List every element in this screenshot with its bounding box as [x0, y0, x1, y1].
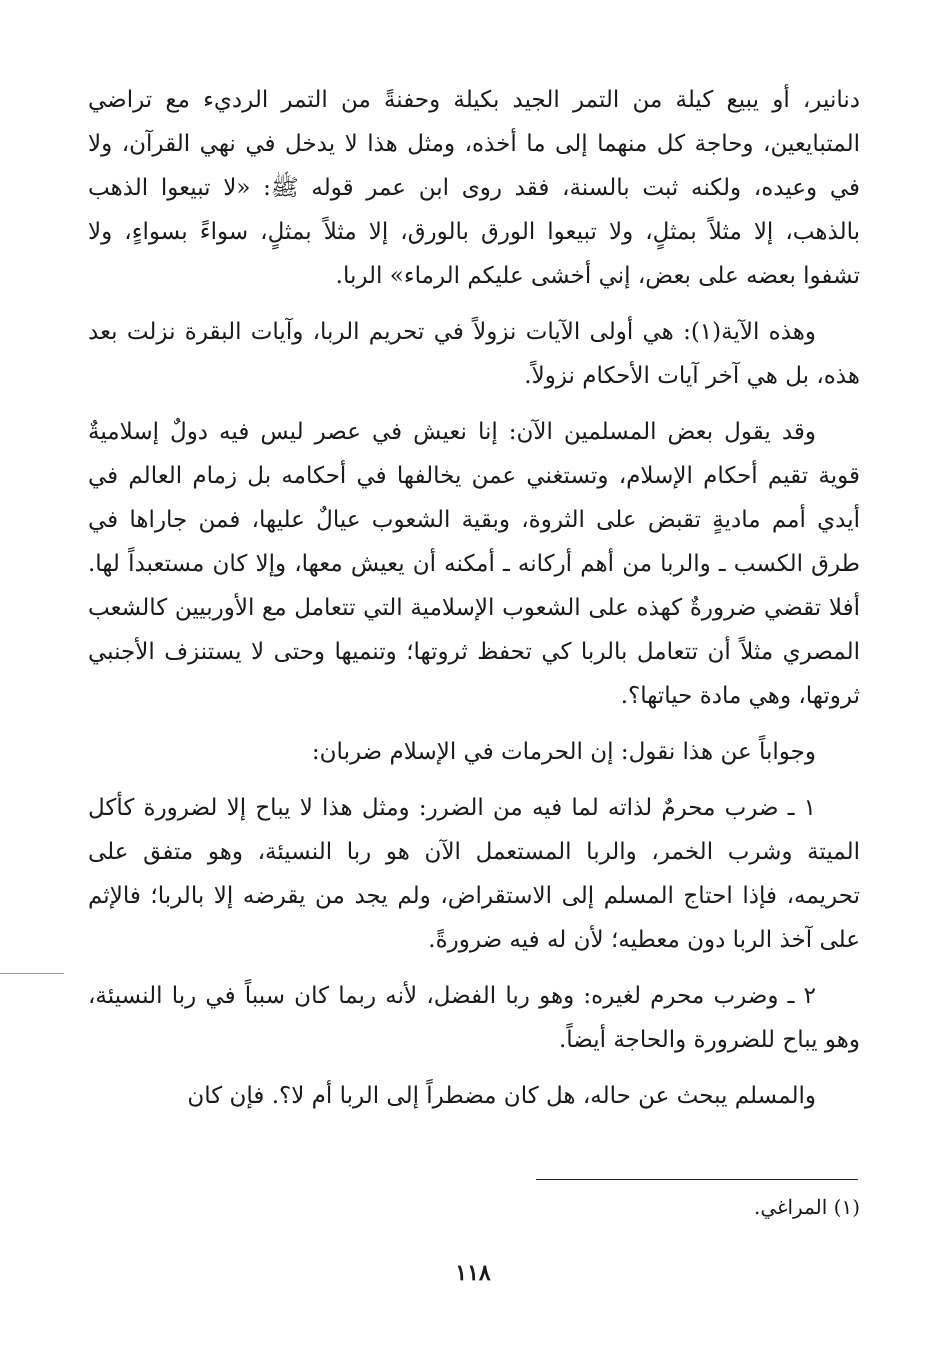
footnote: (١) المراغي.: [753, 1195, 860, 1219]
scan-edge-mark: [0, 973, 64, 974]
paragraph-gap: [88, 1062, 860, 1074]
body-text: [88, 78, 860, 1118]
paragraph-gap: [88, 398, 860, 410]
footnote-divider: [536, 1179, 858, 1180]
paragraph-gap: [88, 774, 860, 786]
paragraph-point-two: ٢ ـ وضرب محرم لغيره: وهو ربا الفضل، لأنه ربما كان سبباً في ربا النسيئة، وهو يباح للضرورة والحاجة أيضاً.: [88, 983, 860, 1053]
paragraph-objection: وقد يقول بعض المسلمين الآن: إنا نعيش في عصر ليس فيه دولٌ إسلاميةٌ قوية تقيم أحكام الإسلام، وتستغني عمن يخالفها في أحكامه بل زمام العالم في أيدي أمم ماديةٍ تقبض على الثروة، وبقية الشعوب عيالٌ عليها، فمن جاراها في طرق الكسب ـ والربا من أهم أركانه ـ أمكنه أن يعيش معها، وإلا كان مستعبداً لها. أفلا تقضي ضرورةٌ كهذه على الشعوب الإسلامية التي تتعامل مع الأوربيين كالشعب المصري مثلاً أن تتعامل بالربا كي تحفظ ثروتها؛ وتنميها وحتى لا يستنزف الأجنبي ثروتها، وهي مادة حياتها؟.: [88, 419, 860, 709]
paragraph-continuation: دنانير، أو يبيع كيلة من التمر الجيد بكيلة وحفنةً من التمر الرديء مع تراضي المتبايعين، وحاجة كل منهما إلى ما أخذه، ومثل هذا لا يدخل في نهي القرآن، ولا في وعيده، ولكنه ثبت بالسنة، فقد روى ابن عمر قوله ﷺ: «لا تبيعوا الذهب بالذهب، إلا مثلاً بمثلٍ، ولا تبيعوا الورق بالورق، إلا مثلاً بمثلٍ، سواءً بسواءٍ، ولا تشفوا بعضه على بعض، إني أخشى عليكم الرماء» الربا.: [88, 87, 860, 289]
paragraph-gap: [88, 298, 860, 310]
paragraph-point-one: ١ ـ ضرب محرمٌ لذاته لما فيه من الضرر: ومثل هذا لا يباح إلا لضرورة كأكل الميتة وشرب الخمر، والربا المستعمل الآن هو ربا النسيئة، وهو متفق على تحريمه، فإذا احتاج المسلم إلى الاستقراض، ولم يجد من يقرضه إلا بالربا؛ فالإثم على آخذ الربا دون معطيه؛ لأن له فيه ضرورةً.: [88, 795, 860, 953]
paragraph-gap: [88, 962, 860, 974]
paragraph-answer-intro: وجواباً عن هذا نقول: إن الحرمات في الإسلام ضربان:: [311, 739, 816, 765]
page-number: ١١٨: [455, 1260, 491, 1286]
paragraph-gap: [88, 718, 860, 730]
paragraph-conclusion: والمسلم يبحث عن حاله، هل كان مضطراً إلى الربا أم لا؟. فإن كان: [187, 1083, 816, 1109]
paragraph-verse-note: وهذه الآية(١): هي أولى الآيات نزولاً في تحريم الربا، وآيات البقرة نزلت بعد هذه، بل هي آخر آيات الأحكام نزولاً.: [88, 319, 860, 389]
